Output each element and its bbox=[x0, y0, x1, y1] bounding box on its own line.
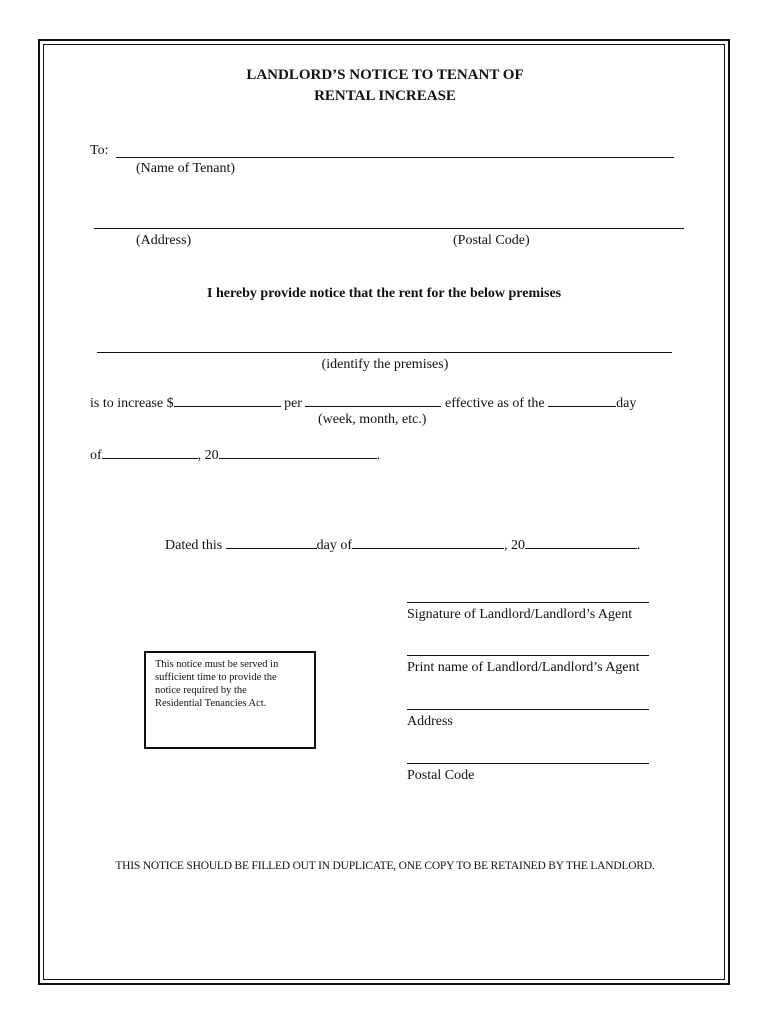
dated-day-of: day of bbox=[316, 538, 353, 553]
signature-field[interactable] bbox=[407, 602, 649, 603]
address-field[interactable] bbox=[94, 228, 684, 229]
address-caption: (Address) bbox=[136, 233, 192, 248]
premises-field[interactable] bbox=[97, 352, 672, 353]
notice-box-line-4: Residential Tenancies Act. bbox=[155, 698, 267, 709]
landlord-address-field[interactable] bbox=[407, 709, 649, 710]
increase-period-field[interactable] bbox=[305, 394, 441, 407]
landlord-address-caption: Address bbox=[407, 714, 453, 729]
tenant-name-caption: (Name of Tenant) bbox=[136, 161, 236, 176]
increase-per: per bbox=[280, 396, 306, 411]
dated-month-field[interactable] bbox=[352, 536, 504, 549]
dated-day-field[interactable] bbox=[226, 536, 317, 549]
premises-caption: (identify the premises) bbox=[321, 357, 449, 372]
notice-statement: I hereby provide notice that the rent for the below premises bbox=[207, 286, 562, 301]
effective-month-field[interactable] bbox=[102, 446, 198, 459]
form-title-line-1: LANDLORD’S NOTICE TO TENANT OF bbox=[246, 67, 524, 83]
increase-amount-field[interactable] bbox=[174, 394, 281, 407]
print-name-field[interactable] bbox=[407, 655, 649, 656]
of-line bbox=[90, 446, 380, 464]
period-caption: (week, month, etc.) bbox=[318, 412, 427, 427]
dated-twenty: , 20 bbox=[504, 538, 526, 553]
effective-year-field[interactable] bbox=[219, 446, 377, 459]
landlord-postal-field[interactable] bbox=[407, 763, 649, 764]
to-label: To: bbox=[90, 143, 109, 158]
effective-day-field[interactable] bbox=[548, 394, 616, 407]
dated-line bbox=[165, 536, 641, 554]
notice-box-line-2: sufficient time to provide the bbox=[155, 672, 277, 683]
signature-caption: Signature of Landlord/Landlord’s Agent bbox=[407, 607, 633, 622]
service-notice-box bbox=[144, 651, 316, 749]
page-border-inner bbox=[43, 44, 725, 980]
increase-day: day bbox=[616, 396, 637, 411]
increase-line bbox=[90, 394, 636, 412]
increase-prefix: is to increase $ bbox=[90, 396, 174, 411]
of-label: of bbox=[90, 448, 102, 463]
landlord-postal-caption: Postal Code bbox=[407, 768, 475, 783]
dated-year-field[interactable] bbox=[525, 536, 637, 549]
tenant-name-field[interactable] bbox=[116, 157, 674, 158]
of-period: . bbox=[376, 448, 381, 463]
notice-box-line-3: notice required by the bbox=[155, 685, 247, 696]
footer-instruction: THIS NOTICE SHOULD BE FILLED OUT IN DUPLICATE, ONE COPY TO BE RETAINED BY THE LANDLORD. bbox=[115, 860, 655, 872]
increase-effective: effective as of the bbox=[441, 396, 549, 411]
dated-label: Dated this bbox=[165, 538, 226, 553]
form-title-line-2: RENTAL INCREASE bbox=[314, 88, 456, 104]
notice-box-line-1: This notice must be served in bbox=[155, 659, 279, 670]
dated-period: . bbox=[637, 538, 641, 553]
of-twenty: , 20 bbox=[197, 448, 219, 463]
print-name-caption: Print name of Landlord/Landlord’s Agent bbox=[407, 660, 640, 675]
postal-code-caption: (Postal Code) bbox=[453, 233, 530, 248]
